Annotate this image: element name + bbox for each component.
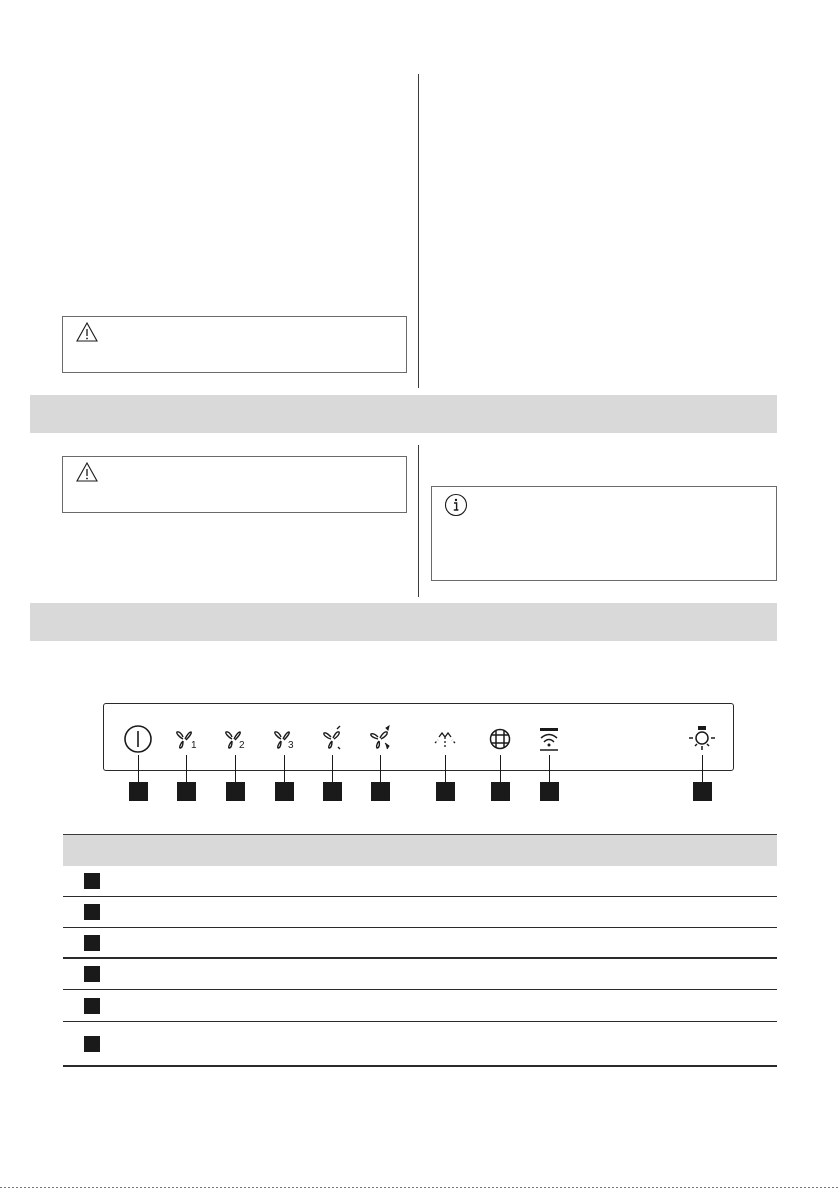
callout-line (235, 755, 236, 783)
wifi-hob-link-icon (533, 723, 565, 755)
fan-speed-3-icon (268, 723, 300, 755)
light-icon (686, 723, 718, 755)
table-row (63, 928, 777, 959)
row-marker (84, 998, 100, 1014)
row-marker (84, 1036, 100, 1052)
table-row (63, 1022, 777, 1067)
callout-line (549, 755, 550, 783)
callout-marker (693, 782, 712, 801)
row-marker (84, 873, 100, 889)
connectivity-grid-icon (484, 723, 516, 755)
info-icon (444, 493, 468, 517)
fan-boost-icon (364, 723, 396, 755)
callout-line (380, 755, 381, 783)
table-row (63, 990, 777, 1022)
callout-line (702, 755, 703, 783)
callout-marker (323, 782, 342, 801)
warning-box (62, 316, 407, 373)
callout-marker (129, 782, 148, 801)
row-marker (84, 904, 100, 920)
callout-marker (371, 782, 390, 801)
table-row (63, 897, 777, 928)
warning-icon (76, 462, 98, 482)
callout-marker (491, 782, 510, 801)
info-box (431, 486, 777, 581)
column-divider-middle (418, 445, 419, 597)
callout-marker (177, 782, 196, 801)
svg-text:1: 1 (191, 740, 197, 751)
svg-text:2: 2 (239, 740, 245, 751)
fan-speed-2-icon (219, 723, 251, 755)
row-marker (84, 966, 100, 982)
table-row (63, 959, 777, 990)
callout-marker (540, 782, 559, 801)
callout-line (186, 755, 187, 783)
power-button-icon (122, 723, 154, 755)
callout-line (445, 755, 446, 783)
callout-marker (275, 782, 294, 801)
callout-line (332, 755, 333, 783)
svg-text:3: 3 (288, 740, 294, 751)
section-heading-bar (30, 395, 777, 433)
table-row (63, 865, 777, 897)
callout-line (138, 755, 139, 783)
row-marker (84, 935, 100, 951)
warning-box (62, 456, 407, 513)
warning-icon (76, 322, 98, 342)
callout-line (284, 755, 285, 783)
callout-line (500, 755, 501, 783)
callout-marker (436, 782, 455, 801)
fan-intensive-icon (316, 723, 348, 755)
column-divider-top (418, 74, 419, 388)
callout-marker (226, 782, 245, 801)
auto-mode-icon (429, 723, 461, 755)
fan-speed-1-icon (170, 723, 202, 755)
page-bottom-edge (0, 1187, 840, 1188)
section-heading-bar (30, 603, 777, 641)
table-header (63, 834, 777, 866)
